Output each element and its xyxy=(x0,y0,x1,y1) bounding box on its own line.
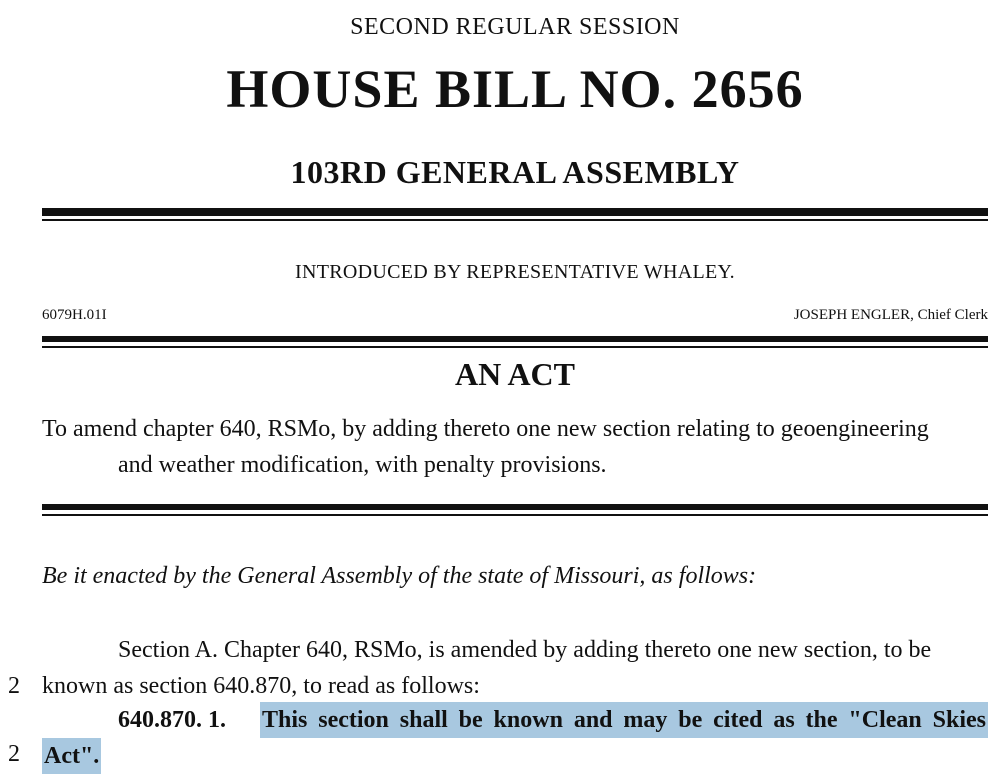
bill-code: 6079H.01I xyxy=(42,307,107,323)
act-heading: AN ACT xyxy=(454,356,575,392)
chief-clerk: JOSEPH ENGLER, Chief Clerk xyxy=(793,307,988,323)
highlighted-text-line-2[interactable]: Act". xyxy=(42,738,101,774)
purpose-line-1: To amend chapter 640, RSMo, by adding thereto one new section relating to geoengineering xyxy=(42,416,929,442)
section-number: 640.870. 1. xyxy=(118,707,226,733)
introduced-by: INTRODUCED BY REPRESENTATIVE WHALEY. xyxy=(295,261,735,283)
enacting-clause: Be it enacted by the General Assembly of the state of Missouri, as follows: xyxy=(42,563,757,589)
divider-thick xyxy=(42,336,988,342)
divider-thick xyxy=(42,208,988,216)
divider-thick xyxy=(42,504,988,510)
divider-thin xyxy=(42,219,988,221)
assembly-label: 103RD GENERAL ASSEMBLY xyxy=(290,154,740,190)
section-a-line-1: Section A. Chapter 640, RSMo, is amended by adding thereto one new section, to be xyxy=(118,637,932,663)
line-number: 2 xyxy=(8,673,20,699)
bill-title: HOUSE BILL NO. 2656 xyxy=(226,59,804,119)
divider-thin xyxy=(42,346,988,348)
session-label: SECOND REGULAR SESSION xyxy=(350,14,680,40)
line-number: 2 xyxy=(8,741,20,767)
divider-thin xyxy=(42,514,988,516)
highlighted-text-line-1[interactable]: This section shall be known and may be cited as the "Clean Skies xyxy=(260,702,988,738)
purpose-line-2: and weather modification, with penalty provisions. xyxy=(118,452,607,478)
section-a-line-2: known as section 640.870, to read as follows: xyxy=(42,673,480,699)
